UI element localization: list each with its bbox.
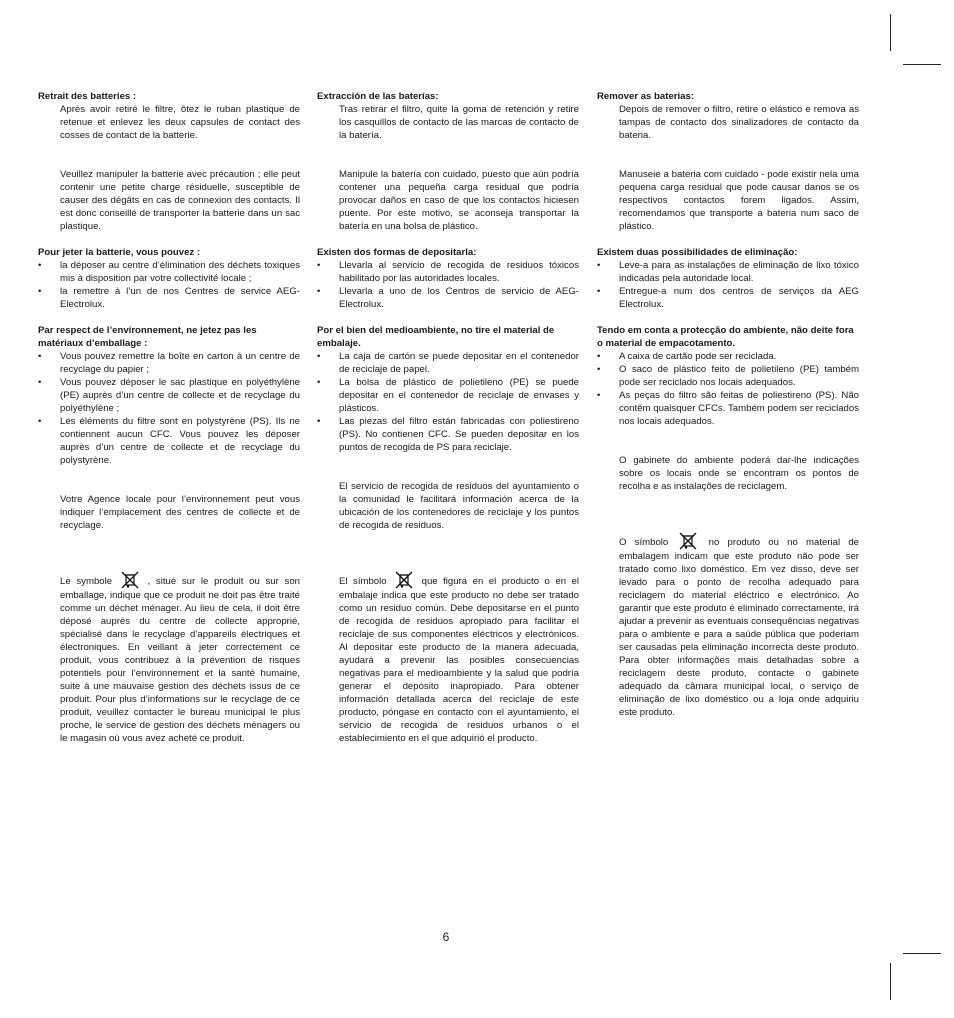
list-item: • O saco de plástico feito de polietileno (PE) também pode ser reciclado nos locais adequados. [597,363,859,389]
list-item: • As peças do filtro são feitas de poliestireno (PS). Não contêm quaisquer CFCs. Também podem ser reciclados nos locais adequados. [597,389,859,428]
crossed-out-wheelie-bin-icon [120,571,140,589]
fr-symbol-lead: Le symbole [60,576,113,587]
column-french [38,90,300,745]
pt-symbol-lead: O símbolo [619,537,669,548]
crop-mark-bottom-horizontal [903,953,941,954]
pt-paragraph-office: O gabinete do ambiente poderá dar-lhe indicações sobre os locais onde se encontram os pontos de recolha e as instalações de reciclagem. [619,455,859,492]
list-item: • La bolsa de plástico de polietileno (PE) se puede depositar en el contenedor de reciclaje de envases y plásticos. [317,376,579,415]
crop-mark-top-horizontal [903,64,941,65]
list-item: • Les éléments du filtre sont en polystyrène (PS). Ils ne contiennent aucun CFC. Vous pouvez les déposer auprès d’un centre de collecte et de recyclage du polystyrène. [38,415,300,467]
list-item: • Vous pouvez remettre la boîte en carton à un centre de recyclage du papier ; [38,350,300,376]
pt-symbol-text: no produto ou no material de embalagem indicam que este produto não pode ser tratado como lixo doméstico. Em vez disso, deve ser levado para o ponto de recolha adequado para reciclagem do material eléctrico e electrónico. Ao garantir que este produto é eliminado correctamente, irá ajudar a prevenir as eventuais consequências negativas para o ambiente e para a saúde pública que poderiam ser causadas pela eliminação incorrecta deste produto. Para obter informações mais detalhadas sobre a reciclagem deste produto, contacte o gabinete adequado da câmara municipal local, o serviço de eliminação de lixo doméstico ou a loja onde adquiriu este produto. [619,537,859,718]
fr-heading-disposal: Pour jeter la batterie, vous pouvez : [38,247,201,258]
pt-paragraph-remove: Depois de remover o filtro, retire o elástico e remova as tampas de contacto dos sinalizadores de contacto da bateria. [619,104,859,141]
fr-heading-battery-removal: Retrait des batteries : [38,91,137,102]
fr-disposal-list [38,259,300,311]
column-portuguese [597,90,859,719]
list-item: • La caja de cartón se puede depositar en el contenedor de reciclaje de papel. [317,350,579,376]
list-item: • Llevarla a uno de los Centros de servicio de AEG-Electrolux. [317,285,579,311]
es-heading-packaging: Por el bien del medioambiente, no tire el material de embalaje. [317,325,555,349]
es-paragraph-remove: Tras retirar el filtro, quite la goma de retención y retire los casquillos de contacto de las marcas de contacto de la batería. [339,104,579,141]
es-paragraph-service: El servicio de recogida de residuos del ayuntamiento o la comunidad le facilitará información acerca de la ubicación de los contenedores de reciclaje y los puntos de recogida de residuos. [339,481,579,531]
pt-heading-disposal: Existem duas possibilidades de eliminação: [597,247,798,258]
pt-paragraph-symbol [619,532,859,719]
list-item: • A caixa de cartão pode ser reciclada. [597,350,859,363]
list-item: • Entregue-a num dos centros de serviços da AEG Electrolux. [597,285,859,311]
fr-paragraph-handle: Veuillez manipuler la batterie avec précaution ; elle peut contenir une petite charge résiduelle, susceptible de causer des dégâts en cas de connexion des contacts. Il est donc conseillé de transporter la batterie dans un sac plastique. [60,169,300,232]
pt-disposal-list [597,259,859,311]
list-item: • Las piezas del filtro están fabricadas con poliestireno (PS). No contienen CFC. Se pueden depositar en los puntos de recogida de PS para reciclaje. [317,415,579,454]
pt-paragraph-handle: Manuseie a bateria com cuidado - pode existir nela uma pequena carga residual que pode causar danos se os respectivos contactos forem ligados. Assim, recomendamos que transporte a bateria num saco de plástico. [619,169,859,232]
es-heading-disposal: Existen dos formas de depositarla: [317,247,477,258]
crop-mark-bottom-vertical [890,963,891,1000]
page-number: 6 [442,930,450,944]
list-item: • Leve-a para as instalações de eliminação de lixo tóxico indicadas pela autoridade local. [597,259,859,285]
pt-packaging-list [597,350,859,428]
list-item: • la remettre à l’un de nos Centres de service AEG-Electrolux. [38,285,300,311]
pt-heading-packaging: Tendo em conta a protecção do ambiente, não deite fora o material de empacotamento. [597,325,854,349]
list-item: • la déposer au centre d’élimination des déchets toxiques mis à disposition par votre collectivité locale ; [38,259,300,285]
es-packaging-list [317,350,579,454]
fr-paragraph-agency: Votre Agence locale pour l’environnement peut vous indiquer l’emplacement des centres de collecte et de recyclage. [60,494,300,531]
es-symbol-text: que figura en el producto o en el embalaje indica que este producto no debe ser tratado como un residuo común. Debe depositarse en el punto de recogida de residuos apropiado para facilitar el reciclaje de sus componentes eléctricos y electrónicos. Al depositar este producto de la manera adecuada, ayudará a prevenir las posibles consecuencias negativas para el medioambiente y la salud que podría generar el depósito inapropiado. Para obtener información detallada acerca del reciclaje de este producto, póngase en contacto con el ayuntamiento, el servicio de recogida de residuos urbanos o el establecimiento en el que adquirió el producto. [339,576,579,744]
fr-paragraph-remove: Après avoir retiré le filtre, ôtez le ruban plastique de retenue et enlevez les deux capsules de contact des cosses de contact de la batterie. [60,104,300,141]
pt-heading-battery-removal: Remover as baterias: [597,91,695,102]
crossed-out-wheelie-bin-icon [394,571,414,589]
crossed-out-wheelie-bin-icon [678,532,698,550]
es-paragraph-handle: Manipule la batería con cuidado, puesto que aún podría contener una pequeña carga residual que podría provocar daños en caso de que los contactos hiciesen puente. Por este motivo, se aconseja transportar la batería en una bolsa de plástico. [339,169,579,232]
list-item: • Vous pouvez déposer le sac plastique en polyéthylène (PE) auprès d’un centre de collecte et de recyclage du polyéthylène ; [38,376,300,415]
fr-heading-packaging: Par respect de l’environnement, ne jetez pas les matériaux d’emballage : [38,325,257,349]
fr-symbol-text: , situé sur le produit ou sur son emballage, indique que ce produit ne doit pas être traité comme un déchet ménager. Au lieu de cela, il doit être déposé auprès du centre de collecte approprié, spécialisé dans le recyclage d’appareils électriques et électroniques. En veillant à jeter correctement ce produit, vous contribuez à la prévention de risques potentiels pour l’environnement et la santé humaine, suite à une mauvaise gestion des déchets issus de ce produit. Pour plus d’informations sur le recyclage de ce produit, veuillez contacter le bureau municipal le plus proche, le service de gestion des déchets ménagers ou le magasin où vous avez acheté ce produit. [60,576,301,744]
fr-paragraph-symbol [60,571,300,745]
es-symbol-lead: El símbolo [339,576,387,587]
es-disposal-list [317,259,579,311]
fr-packaging-list [38,350,300,467]
list-item: • Llevarla al servicio de recogida de residuos tóxicos habilitado por las autoridades locales. [317,259,579,285]
es-heading-battery-removal: Extracción de las baterías: [317,91,439,102]
crop-mark-top-vertical [890,14,891,51]
column-spanish [317,90,579,745]
es-paragraph-symbol [339,571,579,745]
